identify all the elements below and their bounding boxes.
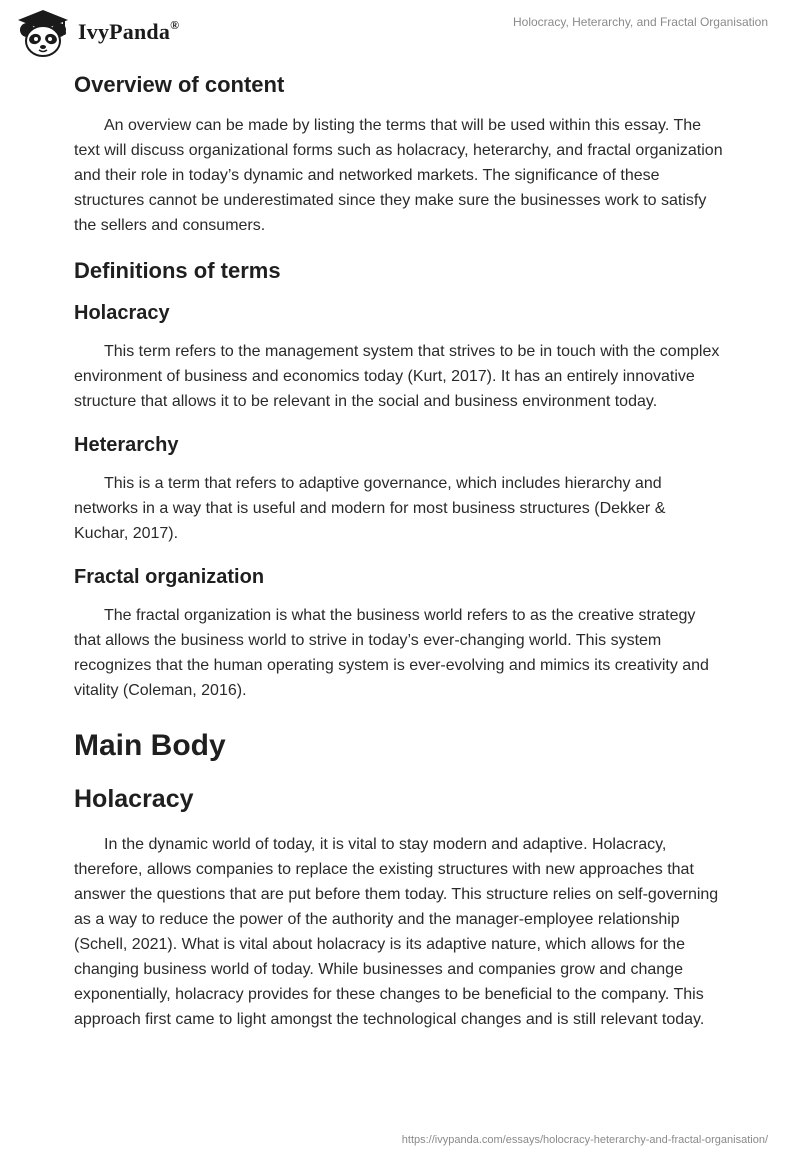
holacracy-section-paragraph: In the dynamic world of today, it is vital to stay modern and adaptive. Holacracy, therefore, allows companies to replace the existing structures with new approaches that answer the questions that are put before them today. This structure relies on self-governing as a way to reduce the power of the authority and the manager-employee relationship (Schell, 2021). What is vital about holacracy is its adaptive nature, which allows for the changing business world of today. While businesses and companies grow and change exponentially, holacracy provides for these changes to be beneficial to the company. This approach first came to light amongst the technological changes and is still relevant today. — [74, 836, 719, 1028]
overview-paragraph: An overview can be made by listing the terms that will be used within this essay. The text will discuss organizational forms such as holacracy, heterarchy, and fractal organization and their role in today’s dynamic and networked markets. The significance of these structures cannot be underestimated since they make sure the businesses work to satisfy the sellers and consumers. — [74, 117, 723, 234]
holacracy-section-heading: Holacracy — [74, 785, 194, 813]
holacracy-definition-heading: Holacracy — [74, 302, 170, 324]
essay-content — [74, 72, 724, 1032]
main-body-heading: Main Body — [74, 729, 226, 762]
document-title: Holocracy, Heterarchy, and Fractal Organisation — [513, 15, 768, 29]
ivypanda-logo[interactable] — [14, 8, 204, 58]
definitions-heading: Definitions of terms — [74, 258, 281, 283]
panda-graduate-icon — [14, 8, 72, 58]
overview-heading: Overview of content — [74, 72, 285, 97]
heterarchy-definition-paragraph: This is a term that refers to adaptive governance, which includes hierarchy and networks in a way that is useful and modern for most business structures (Dekker & Kuchar, 2017). — [74, 475, 666, 542]
source-url[interactable]: https://ivypanda.com/essays/holocracy-heterarchy-and-fractal-organisation/ — [401, 1134, 768, 1146]
holacracy-definition-paragraph: This term refers to the management system that strives to be in touch with the complex environment of business and economics today (Kurt, 2017). It has an entirely innovative structure that allows it to be relevant in the social and business environment today. — [74, 343, 720, 410]
fractal-definition-paragraph: The fractal organization is what the business world refers to as the creative strategy that allows the business world to strive in today’s ever-changing world. This system recognizes that the human operating system is ever-evolving and mimics its creativity and vitality (Coleman, 2016). — [74, 607, 709, 699]
heterarchy-definition-heading: Heterarchy — [74, 434, 179, 456]
fractal-definition-heading: Fractal organization — [74, 566, 265, 588]
brand-name: IvyPanda® — [78, 17, 180, 44]
page-header — [0, 0, 800, 60]
